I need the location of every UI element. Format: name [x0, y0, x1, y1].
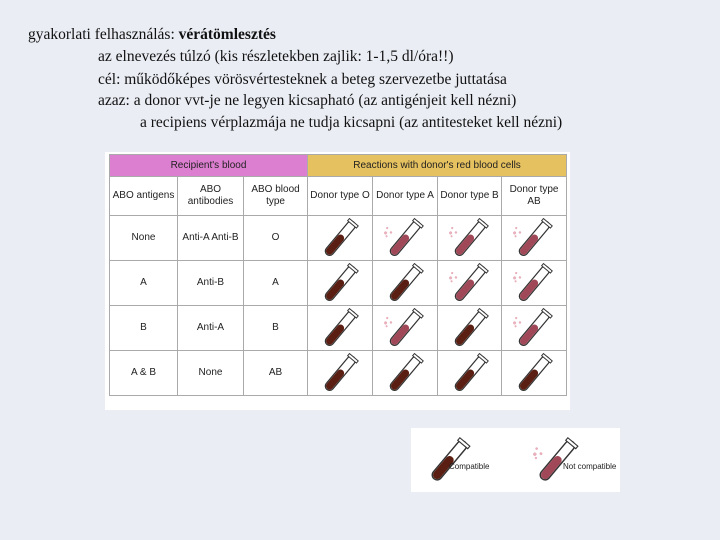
antigens-cell: B: [110, 306, 178, 351]
blood-type-cell: AB: [244, 351, 308, 396]
sub-header-donor-b: Donor type B: [438, 177, 502, 216]
header-reactions: Reactions with donor's red blood cells: [308, 155, 567, 177]
compatible-tube: [308, 216, 373, 261]
sub-header-donor-a: Donor type A: [373, 177, 438, 216]
antigens-cell: A: [110, 261, 178, 306]
table-row: [110, 261, 567, 306]
blood-compatibility-figure: [105, 152, 570, 410]
antibodies-cell: Anti-A: [178, 306, 244, 351]
table-row: [110, 216, 567, 261]
header-recipient: Recipient's blood: [110, 155, 308, 177]
compatible-tube: [308, 306, 373, 351]
sub-header-donor-o: Donor type O: [308, 177, 373, 216]
sub-header-antibodies: ABO antibodies: [178, 177, 244, 216]
compatible-tube: [438, 351, 502, 396]
compatible-tube: [373, 351, 438, 396]
blood-type-cell: O: [244, 216, 308, 261]
legend-compatible-tube: [425, 432, 473, 488]
legend-not-compatible-tube: [533, 432, 581, 488]
table-row: [110, 306, 567, 351]
line-recipient: a recipiens vérplazmája ne tudja kicsapni (az antitesteket kell nézni): [140, 114, 563, 131]
sub-header-type: ABO blood type: [244, 177, 308, 216]
not-compatible-tube: [502, 261, 567, 306]
line-naming: az elnevezés túlzó (kis részletekben zajlik: 1-1,5 dl/óra!!): [98, 48, 454, 65]
antibodies-cell: Anti-A Anti-B: [178, 216, 244, 261]
compatible-tube: [308, 351, 373, 396]
blood-type-cell: A: [244, 261, 308, 306]
usage-prefix: gyakorlati felhasználás:: [28, 26, 179, 43]
not-compatible-tube: [373, 306, 438, 351]
antigens-cell: None: [110, 216, 178, 261]
antibodies-cell: Anti-B: [178, 261, 244, 306]
line-usage: [28, 25, 276, 45]
not-compatible-tube: [438, 216, 502, 261]
sub-header-row: [110, 177, 567, 216]
blood-compatibility-table: [109, 154, 567, 396]
table-row: [110, 351, 567, 396]
line-goal: cél: működőképes vörösvértesteknek a beteg szervezetbe juttatása: [98, 71, 507, 88]
compatible-tube: [438, 306, 502, 351]
compatible-tube: [502, 351, 567, 396]
sub-header-donor-ab: Donor type AB: [502, 177, 567, 216]
compatible-tube: [308, 261, 373, 306]
legend: [411, 428, 620, 492]
legend-not-compatible-label: Not compatible: [563, 462, 617, 471]
legend-compatible-label: Compatible: [449, 462, 490, 471]
blood-type-cell: B: [244, 306, 308, 351]
antibodies-cell: None: [178, 351, 244, 396]
line-donor: azaz: a donor vvt-je ne legyen kicsapható (az antigénjeit kell nézni): [98, 92, 517, 109]
not-compatible-tube: [502, 216, 567, 261]
not-compatible-tube: [373, 216, 438, 261]
sub-header-antigens: ABO antigens: [110, 177, 178, 216]
not-compatible-tube: [438, 261, 502, 306]
antigens-cell: A & B: [110, 351, 178, 396]
usage-title: vérátömlesztés: [178, 26, 276, 43]
compatible-tube: [373, 261, 438, 306]
not-compatible-tube: [502, 306, 567, 351]
